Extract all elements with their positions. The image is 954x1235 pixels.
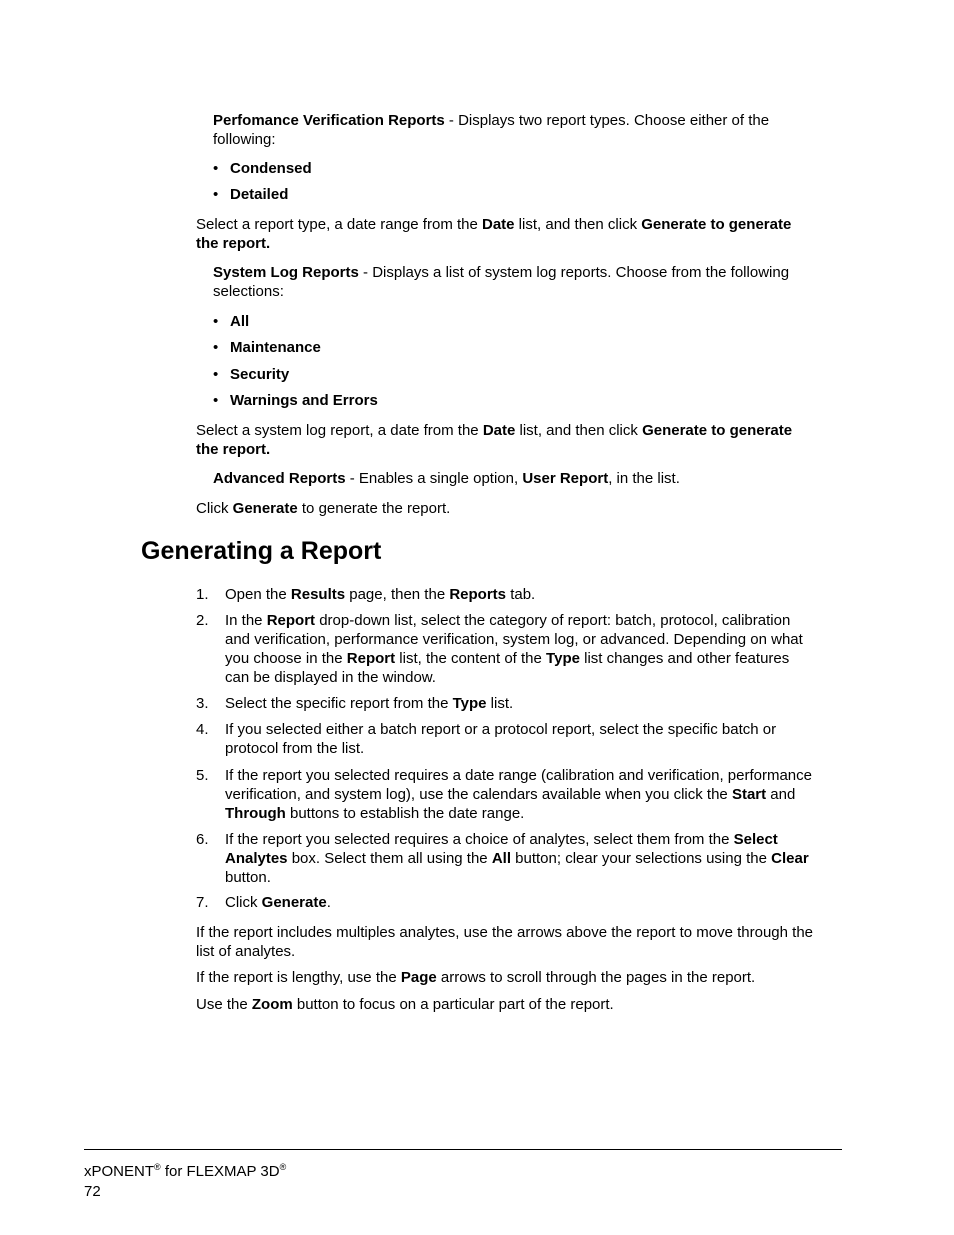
text: Use the (196, 996, 252, 1013)
step-7 (196, 893, 846, 912)
text: list. (486, 695, 514, 712)
step-text (196, 766, 846, 823)
slr-list-item-2 (213, 338, 513, 357)
text: If the report includes multiples analytes, use the arrows above the report to move through the (196, 924, 814, 941)
text: - Enables a single option, (345, 470, 523, 487)
text: you choose in the (225, 650, 347, 667)
pvr-list (213, 159, 513, 178)
list-item-label: All (230, 313, 250, 330)
bullet-icon: • (213, 160, 219, 177)
registered-mark: ® (279, 1162, 287, 1172)
pvr-paragraph (213, 111, 769, 149)
text: Select a report type, a date range from the (196, 216, 482, 233)
text: button; clear your selections using the (510, 850, 772, 867)
list-item (213, 159, 513, 178)
slr-list-item-1 (213, 312, 513, 331)
text-bold: Type (546, 650, 580, 667)
adv-title: Advanced Reports (213, 470, 346, 487)
text-bold: Date (482, 422, 516, 439)
bullet-icon: • (213, 313, 219, 330)
text: protocol from the list. (225, 740, 365, 757)
pvr-list-2 (213, 185, 513, 204)
text: drop-down list, select the category of report: batch, protocol, calibration (315, 612, 791, 629)
step-text (196, 893, 846, 912)
text: Select the specific report from the (225, 695, 453, 712)
bullet-icon: • (213, 366, 219, 383)
bullet-icon: • (213, 186, 219, 203)
select-report-paragraph (196, 215, 791, 253)
zoom-paragraph (196, 995, 614, 1014)
text-bold: All (491, 850, 511, 867)
text-bold: Start (731, 786, 767, 803)
text-bold: User Report (522, 470, 609, 487)
page-number: 72 (84, 1183, 101, 1200)
text-bold: Report (266, 612, 316, 629)
list-item-label: Maintenance (230, 339, 321, 356)
text-bold: the report. (196, 235, 271, 252)
text: verification, and system log), use the calendars available when you click the (225, 786, 732, 803)
text-bold: Clear (771, 850, 809, 867)
text: tab. (506, 586, 536, 603)
text-bold: Generate (261, 894, 327, 911)
step-text (196, 830, 846, 887)
text: , in the list. (608, 470, 680, 487)
adv-paragraph (213, 469, 680, 488)
text: If you selected either a batch report or a protocol report, select the specific batch or (225, 721, 777, 738)
bullet-icon: • (213, 339, 219, 356)
text: Open the (225, 586, 291, 603)
step-number: 3. (196, 695, 209, 712)
step-number: 4. (196, 721, 209, 738)
step-number: 2. (196, 612, 209, 629)
text-bold: Results (290, 586, 346, 603)
slr-list-item-3 (213, 365, 513, 384)
text: list changes and other features (579, 650, 790, 667)
slr-desc: - Displays a list of system log reports. Choose from the following (358, 264, 790, 281)
text: button. (225, 869, 271, 886)
text-bold: Zoom (251, 996, 293, 1013)
text: list, and then click (514, 216, 642, 233)
footer-rule (84, 1149, 842, 1150)
text-bold: Generate to generate (642, 422, 793, 439)
text-bold: Page (400, 969, 437, 986)
list-item-label: Security (230, 366, 290, 383)
list-item (213, 338, 513, 357)
text: Click (225, 894, 262, 911)
text: and (766, 786, 796, 803)
page-arrows-paragraph (196, 968, 755, 987)
text: If the report is lengthy, use the (196, 969, 401, 986)
pvr-desc: - Displays two report types. Choose either of the (444, 112, 770, 129)
multiples-paragraph (196, 923, 813, 961)
text-bold: Select (733, 831, 778, 848)
footer-product (84, 1162, 286, 1181)
list-item-label: Condensed (230, 160, 312, 177)
list-item (213, 185, 513, 204)
pvr-title: Perfomance Verification Reports (213, 112, 445, 129)
step-text (196, 585, 846, 604)
step-5 (196, 766, 846, 823)
text: In the (225, 612, 267, 629)
text: button to focus on a particular part of the report. (292, 996, 614, 1013)
text: for FLEXMAP 3D (160, 1163, 280, 1180)
text: If the report you selected requires a choice of analytes, select them from the (225, 831, 734, 848)
text: page, then the (345, 586, 450, 603)
text-bold: the report. (196, 441, 271, 458)
section-heading: Generating a Report (141, 537, 382, 565)
text: box. Select them all using the (287, 850, 492, 867)
step-2 (196, 611, 846, 687)
slr-desc-2: selections: (213, 283, 284, 300)
bullet-icon: • (213, 392, 219, 409)
text-bold: Type (452, 695, 487, 712)
text: xPONENT (84, 1163, 155, 1180)
text-bold: Generate to generate (641, 216, 792, 233)
text: arrows to scroll through the pages in the report. (436, 969, 756, 986)
text: list of analytes. (196, 943, 296, 960)
text-bold: Generate (232, 500, 298, 517)
select-log-paragraph (196, 421, 792, 459)
registered-mark: ® (154, 1162, 161, 1172)
text: Click (196, 500, 233, 517)
step-4 (196, 720, 846, 758)
text: . (326, 894, 331, 911)
text: buttons to establish the date range. (285, 805, 525, 822)
list-item-label: Detailed (230, 186, 289, 203)
slr-list-item-4 (213, 391, 513, 410)
text: list, and then click (515, 422, 643, 439)
slr-title: System Log Reports (213, 264, 359, 281)
step-number: 1. (196, 586, 209, 603)
step-number: 7. (196, 894, 209, 911)
list-item (213, 365, 513, 384)
step-text (196, 611, 846, 687)
text: Select a system log report, a date from the (196, 422, 483, 439)
step-3 (196, 694, 846, 713)
step-number: 6. (196, 831, 209, 848)
list-item-label: Warnings and Errors (230, 392, 378, 409)
step-text (196, 694, 846, 713)
text-bold: Reports (449, 586, 507, 603)
list-item (213, 391, 513, 410)
step-number: 5. (196, 767, 209, 784)
text-bold: Report (346, 650, 396, 667)
step-text (196, 720, 846, 758)
text: to generate the report. (297, 500, 451, 517)
text: list, the content of the (395, 650, 547, 667)
step-6 (196, 830, 846, 887)
slr-paragraph (213, 263, 789, 301)
click-generate-paragraph (196, 499, 450, 518)
text-bold: Through (225, 805, 286, 822)
text: can be displayed in the window. (225, 669, 436, 686)
text-bold: Date (482, 216, 515, 233)
list-item (213, 312, 513, 331)
text: and verification, performance verification, system log, or advanced. Depending on what (225, 631, 803, 648)
text-bold: Analytes (225, 850, 288, 867)
step-1 (196, 585, 846, 604)
pvr-desc-2: following: (213, 131, 276, 148)
text: If the report you selected requires a date range (calibration and verification, performance (225, 767, 812, 784)
